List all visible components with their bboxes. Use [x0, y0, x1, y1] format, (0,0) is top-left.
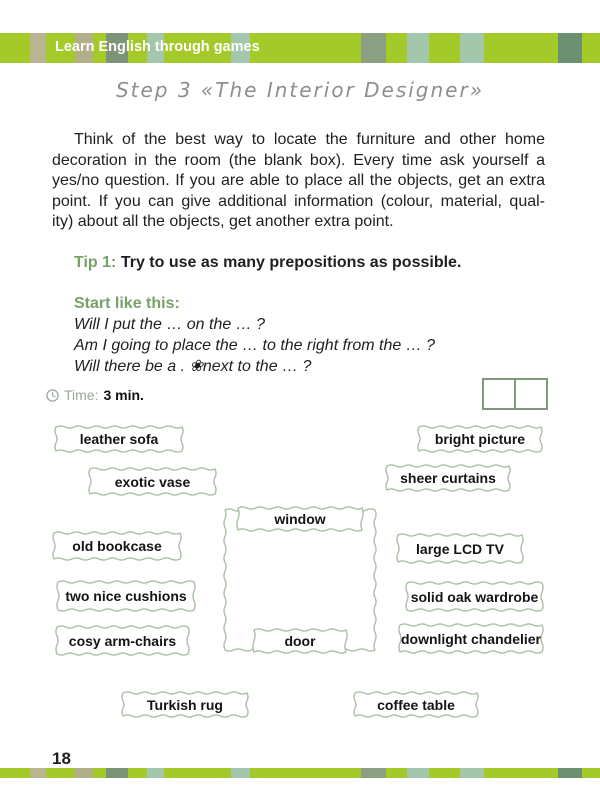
card-label: downlight chandelier — [400, 630, 541, 647]
tip-text: Try to use as many prepositions as possible. — [120, 254, 462, 271]
text-line: decoration in the room (the blank box). Every time ask yourself a — [52, 151, 545, 169]
timer-row — [46, 387, 144, 403]
stripe-segment — [582, 768, 600, 778]
text-line: Am I going to place the … to the right from the … ? — [74, 337, 436, 354]
text-line: ity) about all the objects, get another extra point. — [52, 213, 394, 230]
card-old-bookcase — [51, 530, 183, 562]
card-sheer-curtains — [384, 463, 512, 493]
stripe-segment — [93, 768, 106, 778]
tip-line — [74, 254, 461, 272]
text-line: Think of the best way to locate the furniture and other home — [74, 131, 545, 148]
card-leather-sofa — [53, 424, 185, 454]
stripe-segment — [484, 768, 558, 778]
stripe-segment — [250, 768, 361, 778]
card-two-nice-cushions — [55, 579, 197, 613]
door-label-text: door — [284, 633, 316, 649]
card-coffee-table — [352, 690, 480, 719]
card-large-lcd-tv — [395, 532, 525, 565]
card-label: coffee table — [377, 696, 455, 713]
stripe-segment — [361, 33, 386, 63]
score-table — [482, 378, 548, 410]
page-title: Step 3 «The Interior Designer» — [115, 78, 485, 102]
room-window-label — [235, 505, 365, 533]
stripe-segment — [460, 33, 484, 63]
footer-stripe-band — [0, 768, 600, 778]
card-label: bright picture — [434, 431, 526, 447]
card-bright-picture — [416, 424, 544, 454]
stripe-segment — [75, 768, 93, 778]
stripe-segment — [558, 768, 582, 778]
start-like-this-block — [74, 293, 435, 377]
text-line: Will I put the … on the … ? — [74, 316, 266, 333]
stripe-segment — [429, 33, 460, 63]
text-line: Will there be a . ❀next to the … ? — [74, 358, 312, 375]
card-cosy-arm-chairs — [54, 624, 191, 657]
card-exotic-vase — [87, 466, 218, 497]
stripe-segment — [386, 768, 407, 778]
card-label: sheer curtains — [400, 470, 496, 486]
stripe-segment — [460, 768, 484, 778]
stripe-segment — [147, 768, 164, 778]
start-example-lines — [74, 314, 435, 377]
room-door-label — [251, 627, 349, 655]
stripe-segment — [0, 768, 30, 778]
clock-icon — [46, 389, 59, 402]
stripe-segment — [484, 33, 558, 63]
stripe-segment — [429, 768, 460, 778]
stripe-segment — [30, 768, 46, 778]
window-label-text: window — [274, 511, 326, 527]
card-label: leather sofa — [79, 431, 159, 447]
start-heading: Start like this: — [74, 295, 180, 312]
card-label: cosy arm-chairs — [68, 632, 177, 649]
text-line: point. If you can give additional information (colour, material, qual- — [52, 192, 545, 210]
room-box — [222, 507, 378, 653]
card-label: two nice cushions — [65, 588, 187, 604]
stripe-segment — [46, 768, 75, 778]
stripe-segment — [558, 33, 582, 63]
stripe-segment — [361, 768, 386, 778]
stripe-segment — [250, 33, 361, 63]
card-label: exotic vase — [114, 473, 191, 490]
stripe-segment — [582, 33, 600, 63]
stripe-segment — [407, 33, 429, 63]
card-label: old bookcase — [72, 538, 162, 554]
stripe-segment — [128, 768, 147, 778]
stripe-segment — [30, 33, 46, 63]
intro-paragraph — [52, 130, 545, 233]
score-cell — [515, 378, 548, 410]
card-label: solid oak wardrobe — [410, 588, 539, 605]
card-label: large LCD TV — [416, 540, 504, 557]
stripe-segment — [407, 768, 429, 778]
card-solid-oak-wardrobe — [404, 580, 545, 613]
stripe-segment — [231, 768, 250, 778]
card-downlight-chandelier — [397, 622, 545, 655]
header-band-title: Learn English through games — [55, 39, 260, 55]
timer-value: 3 min. — [103, 387, 144, 403]
tip-label: Tip 1: — [74, 254, 117, 271]
card-turkish-rug — [120, 690, 250, 719]
stripe-segment — [106, 768, 128, 778]
stripe-segment — [386, 33, 407, 63]
text-line: yes/no question. If you are able to place all the objects, get an extra — [52, 172, 545, 189]
stripe-segment — [0, 33, 30, 63]
score-cell — [482, 378, 515, 410]
stripe-segment — [164, 768, 231, 778]
card-label: Turkish rug — [147, 696, 223, 713]
page-number: 18 — [52, 749, 71, 768]
timer-label: Time: — [64, 387, 99, 403]
